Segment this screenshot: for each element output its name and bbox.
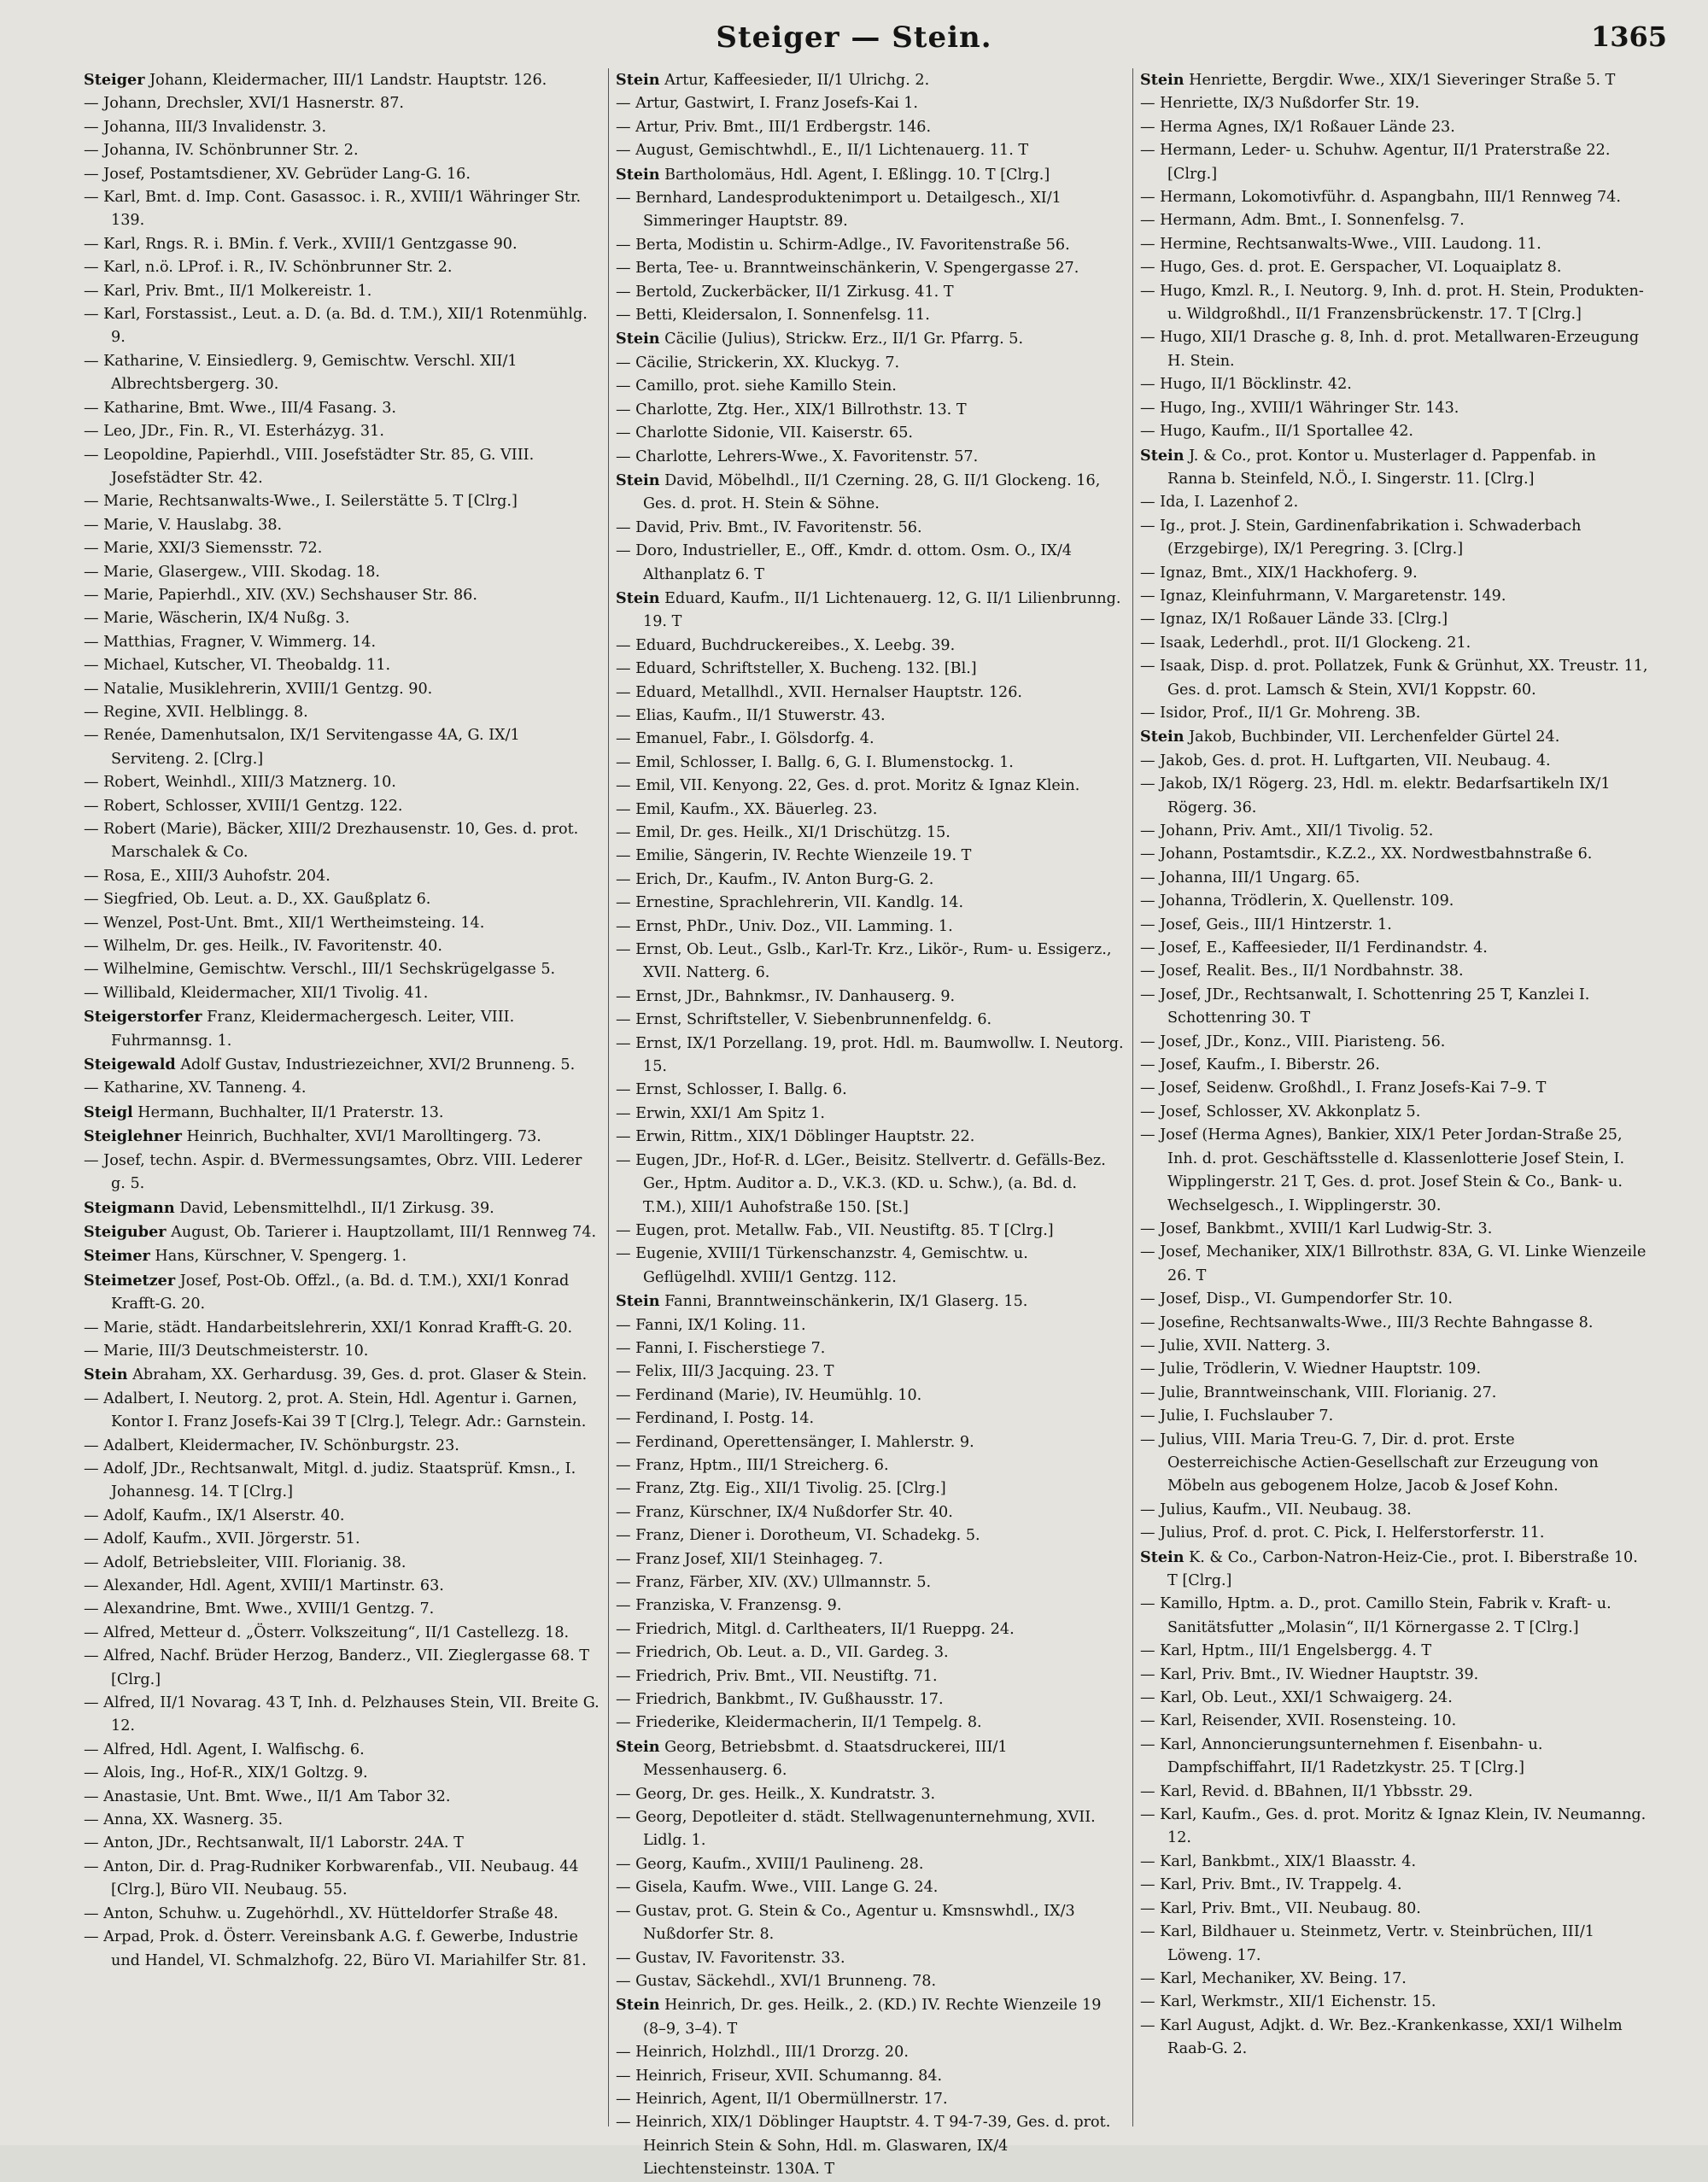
directory-entry: — Johanna, Trödlerin, X. Quellenstr. 109.: [1140, 892, 1454, 910]
directory-entry: — Josef, Bankbmt., XVIII/1 Karl Ludwig-Str. 3.: [1140, 1220, 1493, 1237]
directory-entry: — Karl, Annoncierungsunternehmen f. Eisenbahn- u. Dampfschiffahrt, II/1 Radetzkystr. 25. T [Clrg.]: [1140, 1735, 1543, 1777]
directory-entry: — Hermann, Lokomotivführ. d. Aspangbahn, III/1 Rennweg 74.: [1140, 189, 1621, 207]
directory-entry: — Marie, V. Hauslabg. 38.: [84, 516, 283, 534]
directory-entry: — Marie, städt. Handarbeitslehrerin, XXI/1 Konrad Krafft-G. 20.: [84, 1319, 573, 1337]
column-left: [84, 68, 608, 2126]
directory-entry: Steigl Hermann, Buchhalter, II/1 Praterstr. 13.: [84, 1103, 444, 1121]
directory-entry: — Marie, III/3 Deutschmeisterstr. 10.: [84, 1342, 369, 1360]
directory-entry: — Josef, Schlosser, XV. Akkonplatz 5.: [1140, 1103, 1421, 1120]
directory-entry: — Willibald, Kleidermacher, XII/1 Tivolig. 41.: [84, 984, 429, 1002]
directory-entry: — Charlotte, Ztg. Her., XIX/1 Billrothstr. 13. T: [616, 401, 967, 418]
directory-entry: — Franziska, V. Franzensg. 9.: [616, 1597, 842, 1615]
directory-entry: Stein Eduard, Kaufm., II/1 Lichtenauerg. 12, G. II/1 Lilienbrunng. 19. T: [616, 588, 1121, 631]
directory-entry: — Henriette, IX/3 Nußdorfer Str. 19.: [1140, 95, 1420, 113]
directory-entry: — Johann, Drechsler, XVI/1 Hasnerstr. 87.: [84, 95, 404, 113]
directory-entry: Stein Artur, Kaffeesieder, II/1 Ulrichg. 2.: [616, 71, 930, 89]
directory-entry: — Emanuel, Fabr., I. Gölsdorfg. 4.: [616, 730, 874, 748]
directory-entry: — Alfred, Metteur d. „Österr. Volkszeitung“, II/1 Castellezg. 18.: [84, 1623, 570, 1641]
directory-entry: — Hugo, II/1 Böcklinstr. 42.: [1140, 376, 1352, 394]
directory-entry: — Charlotte, Lehrers-Wwe., X. Favoritenstr. 57.: [616, 448, 979, 465]
directory-entry: — Berta, Tee- u. Branntweinschänkerin, V. Spengergasse 27.: [616, 260, 1079, 278]
directory-entry: — Matthias, Fragner, V. Wimmerg. 14.: [84, 633, 377, 651]
directory-entry: Steigewald Adolf Gustav, Industriezeichner, XVI/2 Brunneng. 5.: [84, 1056, 576, 1074]
directory-entry: — Franz, Ztg. Eig., XII/1 Tivolig. 25. [Clrg.]: [616, 1480, 946, 1498]
directory-entry: — Karl, Priv. Bmt., IV. Wiedner Hauptstr. 39.: [1140, 1665, 1479, 1683]
directory-entry: — David, Priv. Bmt., IV. Favoritenstr. 56.: [616, 518, 922, 536]
directory-entry: — Eugenie, XVIII/1 Türkenschanzstr. 4, Gemischtw. u. Geflügelhdl. XVIII/1 Gentzg. 112.: [616, 1245, 1028, 1286]
directory-entry: — Julie, I. Fuchslauber 7.: [1140, 1407, 1334, 1425]
directory-entry: — Ferdinand, Operettensänger, I. Mahlerstr. 9.: [616, 1433, 974, 1451]
directory-entry: — Karl, Priv. Bmt., IV. Trappelg. 4.: [1140, 1876, 1402, 1894]
directory-entry: — Ignaz, Kleinfuhrmann, V. Margaretenstr. 149.: [1140, 587, 1506, 605]
directory-entry: — Betti, Kleidersalon, I. Sonnenfelsg. 11.: [616, 307, 930, 325]
directory-entry: — Emil, VII. Kenyong. 22, Ges. d. prot. Moritz & Ignaz Klein.: [616, 777, 1080, 795]
directory-entry: — Leopoldine, Papierhdl., VIII. Josefstädter Str. 85, G. VIII. Josefstädter Str. 42.: [84, 446, 535, 487]
columns-container: [84, 68, 1682, 2179]
directory-entry: — Alexander, Hdl. Agent, XVIII/1 Martinstr. 63.: [84, 1577, 444, 1594]
directory-entry: — Emil, Schlosser, I. Ballg. 6, G. I. Blumenstockg. 1.: [616, 753, 1014, 771]
directory-entry: — Julie, Branntweinschank, VIII. Florianig. 27.: [1140, 1383, 1497, 1401]
directory-entry: — Franz, Färber, XIV. (XV.) Ullmannstr. 5.: [616, 1574, 932, 1591]
directory-entry: — Adalbert, Kleidermacher, IV. Schönburgstr. 23.: [84, 1436, 459, 1454]
directory-entry: — Gustav, Säckehdl., XVI/1 Brunneng. 78.: [616, 1972, 937, 1990]
directory-entry: — Fanni, IX/1 Koling. 11.: [616, 1316, 806, 1334]
directory-entry: — Gisela, Kaufm. Wwe., VIII. Lange G. 24.: [616, 1879, 939, 1897]
directory-entry: Stein J. & Co., prot. Kontor u. Musterlager d. Pappenfab. in Ranna b. Steinfeld, N.Ö., I. Singerstr. 11. [Clrg.]: [1140, 446, 1596, 488]
directory-entry: — Franz Josef, XII/1 Steinhageg. 7.: [616, 1550, 884, 1568]
directory-entry: — Julius, VIII. Maria Treu-G. 7, Dir. d. prot. Erste Oesterreichische Actien-Gesellschaft zur Erzeugung von Möbeln aus gebogenem Holze, Jacob & Josef Kohn.: [1140, 1430, 1599, 1495]
directory-entry: — Friedrich, Mitgl. d. Carltheaters, II/1 Rueppg. 24.: [616, 1620, 1015, 1638]
directory-entry: Stein Abraham, XX. Gerhardusg. 39, Ges. d. prot. Glaser & Stein.: [84, 1366, 588, 1384]
directory-entry: — Gustav, prot. G. Stein & Co., Agentur u. Kmsnswhdl., IX/3 Nußdorfer Str. 8.: [616, 1902, 1075, 1944]
directory-entry: Stein Georg, Betriebsbmt. d. Staatsdruckerei, III/1 Messenhauserg. 6.: [616, 1737, 1008, 1780]
directory-entry: — Karl, Bankbmt., XIX/1 Blaasstr. 4.: [1140, 1852, 1417, 1870]
directory-entry: — Alfred, II/1 Novarag. 43 T, Inh. d. Pelzhauses Stein, VII. Breite G. 12.: [84, 1694, 600, 1735]
directory-entry: — Elias, Kaufm., II/1 Stuwerstr. 43.: [616, 706, 886, 724]
directory-entry: — Heinrich, Holzhdl., III/1 Drorzg. 20.: [616, 2044, 909, 2062]
directory-entry: — Josef, JDr., Rechtsanwalt, I. Schottenring 25 T, Kanzlei I. Schottenring 30. T: [1140, 986, 1590, 1027]
directory-entry: — Heinrich, XIX/1 Döblinger Hauptstr. 4. T 94-7-39, Ges. d. prot. Heinrich Stein & Sohn, Hdl. m. Glaswaren, IX/4 Liechtensteinstr. 130A. T: [616, 2114, 1111, 2179]
directory-entry: — Eugen, JDr., Hof-R. d. LGer., Beisitz. Stellvertr. d. Gefälls-Bez. Ger., Hptm. Auditor a. D., V.K.3. (KD. u. Schw.), (a. Bd. d. T.M.), XIII/1 Auhofstraße 150. [St.]: [616, 1151, 1106, 1216]
directory-entry: — Franz, Hptm., III/1 Streicherg. 6.: [616, 1456, 889, 1474]
page-number: 1365: [1590, 20, 1667, 53]
directory-entry: — Friedrich, Ob. Leut. a. D., VII. Gardeg. 3.: [616, 1644, 949, 1662]
directory-entry: — Friedrich, Bankbmt., IV. Gußhausstr. 17.: [616, 1691, 944, 1709]
directory-entry: — Eduard, Buchdruckereibes., X. Leebg. 39.: [616, 636, 956, 654]
directory-entry: — Karl, Bildhauer u. Steinmetz, Vertr. v. Steinbrüchen, III/1 Löweng. 17.: [1140, 1923, 1594, 1964]
directory-entry: — Georg, Depotleiter d. städt. Stellwagenunternehmung, XVII. Lidlg. 1.: [616, 1809, 1096, 1850]
directory-entry: — Herma Agnes, IX/1 Roßauer Lände 23.: [1140, 118, 1455, 136]
directory-entry: — Erwin, XXI/1 Am Spitz 1.: [616, 1104, 825, 1122]
directory-entry: Stein Fanni, Branntweinschänkerin, IX/1 Glaserg. 15.: [616, 1292, 1028, 1311]
directory-entry: Stein Henriette, Bergdir. Wwe., XIX/1 Sieveringer Straße 5. T: [1140, 71, 1616, 89]
directory-entry: — Franz, Diener i. Dorotheum, VI. Schadekg. 5.: [616, 1527, 980, 1545]
directory-entry: Steigerstorfer Franz, Kleidermachergesch. Leiter, VIII. Fuhrmannsg. 1.: [84, 1008, 515, 1050]
directory-entry: — Heinrich, Agent, II/1 Obermüllnerstr. 17.: [616, 2090, 948, 2108]
directory-entry: — Adolf, JDr., Rechtsanwalt, Mitgl. d. judiz. Staatsprüf. Kmsn., I. Johannesg. 14. T [Clrg.]: [84, 1460, 576, 1501]
directory-entry: — Ernst, Schriftsteller, V. Siebenbrunnenfeldg. 6.: [616, 1011, 992, 1029]
directory-entry: — Regine, XVII. Helblingg. 8.: [84, 703, 308, 721]
directory-entry: — Karl, n.ö. LProf. i. R., IV. Schönbrunner Str. 2.: [84, 259, 453, 277]
directory-entry: — Hugo, XII/1 Drasche g. 8, Inh. d. prot. Metallwaren-Erzeugung H. Stein.: [1140, 329, 1640, 370]
directory-entry: — Bertold, Zuckerbäcker, II/1 Zirkusg. 41. T: [616, 283, 954, 301]
directory-entry: — Cäcilie, Strickerin, XX. Kluckyg. 7.: [616, 354, 900, 371]
directory-entry: — Marie, Papierhdl., XIV. (XV.) Sechshauser Str. 86.: [84, 586, 477, 604]
directory-entry: — Karl, Hptm., III/1 Engelsbergg. 4. T: [1140, 1642, 1432, 1660]
running-title: Steiger — Stein.: [716, 20, 992, 55]
directory-entry: — Josef, Realit. Bes., II/1 Nordbahnstr. 38.: [1140, 962, 1464, 980]
directory-entry: — Kamillo, Hptm. a. D., prot. Camillo Stein, Fabrik v. Kraft- u. Sanitätsfutter „Molasin“, II/1 Körnergasse 2. T [Clrg.]: [1140, 1595, 1611, 1636]
directory-entry: — Josef, Postamtsdiener, XV. Gebrüder Lang-G. 16.: [84, 165, 471, 183]
directory-entry: — Ignaz, Bmt., XIX/1 Hackhoferg. 9.: [1140, 564, 1418, 582]
directory-entry: — Robert, Schlosser, XVIII/1 Gentzg. 122.: [84, 797, 403, 815]
directory-entry: — Karl, Reisender, XVII. Rosensteing. 10.: [1140, 1712, 1457, 1730]
column-middle: [608, 68, 1132, 2179]
directory-entry: — Ernestine, Sprachlehrerin, VII. Kandlg. 14.: [616, 894, 964, 912]
directory-entry: — Karl, Revid. d. BBahnen, II/1 Ybbsstr. 29.: [1140, 1782, 1473, 1800]
directory-entry: — Ernst, Ob. Leut., Gslb., Karl-Tr. Krz., Likör-, Rum- u. Essigerz., XVII. Natterg. 6.: [616, 941, 1112, 982]
directory-entry: Stein Bartholomäus, Hdl. Agent, I. Eßlingg. 10. T [Clrg.]: [616, 165, 1050, 184]
directory-entry: Stein Jakob, Buchbinder, VII. Lerchenfelder Gürtel 24.: [1140, 728, 1560, 746]
directory-entry: — Alfred, Nachf. Brüder Herzog, Banderz., VII. Zieglergasse 68. T [Clrg.]: [84, 1647, 590, 1688]
directory-entry: — Alfred, Hdl. Agent, I. Walfischg. 6.: [84, 1740, 365, 1758]
directory-entry: — Johann, Postamtsdir., K.Z.2., XX. Nordwestbahnstraße 6.: [1140, 845, 1593, 863]
directory-entry: — Emilie, Sängerin, IV. Rechte Wienzeile 19. T: [616, 847, 972, 865]
directory-entry: — Siegfried, Ob. Leut. a. D., XX. Gaußplatz 6.: [84, 891, 431, 909]
directory-entry: — Karl, Bmt. d. Imp. Cont. Gasassoc. i. R., XVIII/1 Währinger Str. 139.: [84, 189, 582, 230]
directory-entry: — Anton, Dir. d. Prag-Rudniker Korbwarenfab., VII. Neubaug. 44 [Clrg.], Büro VII. Neubaug. 55.: [84, 1857, 579, 1899]
directory-entry: — Hugo, Kaufm., II/1 Sportallee 42.: [1140, 423, 1413, 441]
directory-entry: — Eduard, Schriftsteller, X. Bucheng. 132. [Bl.]: [616, 660, 977, 678]
directory-entry: — August, Gemischtwhdl., E., II/1 Lichtenauerg. 11. T: [616, 142, 1029, 160]
directory-entry: — Ferdinand (Marie), IV. Heumühlg. 10.: [616, 1386, 922, 1404]
directory-entry: Stein Cäcilie (Julius), Strickw. Erz., II/1 Gr. Pfarrg. 5.: [616, 330, 1024, 348]
directory-entry: — Josef, E., Kaffeesieder, II/1 Ferdinandstr. 4.: [1140, 939, 1488, 957]
directory-entry: — Arpad, Prok. d. Österr. Vereinsbank A.G. f. Gewerbe, Industrie und Handel, VI. Schmalzhofg. 22, Büro VI. Mariahilfer Str. 81.: [84, 1928, 587, 1969]
directory-entry: — Natalie, Musiklehrerin, XVIII/1 Gentzg. 90.: [84, 680, 433, 698]
directory-entry: — Josef, Seidenw. Großhdl., I. Franz Josefs-Kai 7–9. T: [1140, 1079, 1547, 1097]
directory-entry: — Heinrich, Friseur, XVII. Schumanng. 84.: [616, 2067, 943, 2085]
directory-entry: — Josef, Kaufm., I. Biberstr. 26.: [1140, 1056, 1380, 1074]
directory-entry: — Emil, Kaufm., XX. Bäuerleg. 23.: [616, 800, 878, 818]
directory-entry: — Josefine, Rechtsanwalts-Wwe., III/3 Rechte Bahngasse 8.: [1140, 1313, 1594, 1331]
directory-entry: — Josef, Disp., VI. Gumpendorfer Str. 10.: [1140, 1290, 1454, 1308]
directory-entry: — Josef, techn. Aspir. d. BVermessungsamtes, Obrz. VIII. Lederer g. 5.: [84, 1151, 582, 1193]
directory-entry: — Rosa, E., XIII/3 Auhofstr. 204.: [84, 867, 330, 885]
directory-entry: — Katharine, Bmt. Wwe., III/4 Fasang. 3.: [84, 399, 397, 417]
directory-entry: — Leo, JDr., Fin. R., VI. Esterházyg. 31.: [84, 423, 384, 441]
directory-entry: — Josef (Herma Agnes), Bankier, XIX/1 Peter Jordan-Straße 25, Inh. d. prot. Geschäftsstelle d. Klassenlotterie Josef Stein, I. Wipplingerstr. 21 T, Ges. d. prot. Josef Stein & Co., Bank- u. Wechselgesch., I. Wipplingerstr. 30.: [1140, 1126, 1625, 1214]
directory-entry: — Wenzel, Post-Unt. Bmt., XII/1 Wertheimsteing. 14.: [84, 914, 485, 932]
directory-entry: — Ignaz, IX/1 Roßauer Lände 33. [Clrg.]: [1140, 611, 1448, 629]
directory-entry: — Ig., prot. J. Stein, Gardinenfabrikation i. Schwaderbach (Erzgebirge), IX/1 Peregring. 3. [Clrg.]: [1140, 517, 1582, 559]
directory-entry: — Karl, Priv. Bmt., II/1 Molkereistr. 1.: [84, 282, 372, 300]
directory-entry: — Alexandrine, Bmt. Wwe., XVIII/1 Gentzg. 7.: [84, 1600, 435, 1618]
directory-entry: — Erwin, Rittm., XIX/1 Döblinger Hauptstr. 22.: [616, 1128, 975, 1146]
directory-entry: — Renée, Damenhutsalon, IX/1 Servitengasse 4A, G. IX/1 Serviteng. 2. [Clrg.]: [84, 727, 520, 768]
directory-entry: — Ernst, IX/1 Porzellang. 19, prot. Hdl. m. Baumwollw. I. Neutorg. 15.: [616, 1034, 1124, 1076]
directory-entry: — Camillo, prot. siehe Kamillo Stein.: [616, 377, 897, 395]
directory-entry: — Julius, Prof. d. prot. C. Pick, I. Helferstorferstr. 11.: [1140, 1524, 1545, 1542]
directory-entry: — Eugen, prot. Metallw. Fab., VII. Neustiftg. 85. T [Clrg.]: [616, 1221, 1054, 1239]
directory-entry: Steimer Hans, Kürschner, V. Spengerg. 1.: [84, 1247, 407, 1266]
directory-entry: — Anton, JDr., Rechtsanwalt, II/1 Laborstr. 24A. T: [84, 1834, 464, 1852]
directory-entry: — Berta, Modistin u. Schirm-Adlge., IV. Favoritenstraße 56.: [616, 236, 1070, 254]
directory-entry: Stein K. & Co., Carbon-Natron-Heiz-Cie., prot. I. Biberstraße 10. T [Clrg.]: [1140, 1547, 1638, 1589]
directory-entry: — Isaak, Disp. d. prot. Pollatzek, Funk & Grünhut, XX. Treustr. 11, Ges. d. prot. Lamsch & Stein, XVI/1 Koppstr. 60.: [1140, 658, 1648, 699]
directory-entry: — Franz, Kürschner, IX/4 Nußdorfer Str. 40.: [616, 1503, 953, 1521]
directory-entry: — Johanna, IV. Schönbrunner Str. 2.: [84, 142, 359, 160]
directory-entry: — Ida, I. Lazenhof 2.: [1140, 494, 1299, 512]
directory-entry: — Ernst, PhDr., Univ. Doz., VII. Lamming. 1.: [616, 917, 953, 935]
directory-entry: — Marie, Wäscherin, IX/4 Nußg. 3.: [84, 610, 350, 628]
directory-entry: — Friederike, Kleidermacherin, II/1 Tempelg. 8.: [616, 1714, 982, 1732]
directory-entry: — Anna, XX. Wasnerg. 35.: [84, 1811, 284, 1829]
directory-entry: — Artur, Gastwirt, I. Franz Josefs-Kai 1.: [616, 95, 919, 113]
directory-entry: — Jakob, IX/1 Rögerg. 23, Hdl. m. elektr. Bedarfsartikeln IX/1 Rögerg. 36.: [1140, 775, 1611, 816]
directory-entry: — Anastasie, Unt. Bmt. Wwe., II/1 Am Tabor 32.: [84, 1787, 451, 1805]
directory-entry: — Isidor, Prof., II/1 Gr. Mohreng. 3B.: [1140, 704, 1421, 722]
directory-entry: — Gustav, IV. Favoritenstr. 33.: [616, 1949, 845, 1967]
directory-entry: — Adolf, Betriebsleiter, VIII. Florianig. 38.: [84, 1553, 407, 1571]
directory-entry: Steimetzer Josef, Post-Ob. Offzl., (a. Bd. d. T.M.), XXI/1 Konrad Krafft-G. 20.: [84, 1271, 570, 1313]
directory-entry: — Erich, Dr., Kaufm., IV. Anton Burg-G. 2.: [616, 870, 934, 888]
directory-entry: — Johanna, III/3 Invalidenstr. 3.: [84, 118, 327, 136]
directory-entry: — Robert (Marie), Bäcker, XIII/2 Drezhausenstr. 10, Ges. d. prot. Marschalek & Co.: [84, 821, 579, 862]
directory-entry: — Adalbert, I. Neutorg. 2, prot. A. Stein, Hdl. Agentur i. Garnen, Kontor I. Franz Josefs-Kai 39 T [Clrg.], Telegr. Adr.: Garnstein.: [84, 1389, 587, 1431]
directory-entry: — Emil, Dr. ges. Heilk., XI/1 Drischützg. 15.: [616, 824, 951, 841]
directory-entry: — Katharine, XV. Tanneng. 4.: [84, 1079, 307, 1097]
directory-entry: — Ernst, JDr., Bahnkmsr., IV. Danhauserg. 9.: [616, 987, 956, 1005]
directory-entry: Stein Heinrich, Dr. ges. Heilk., 2. (KD.) IV. Rechte Wienzeile 19 (8–9, 3–4). T: [616, 1996, 1102, 2038]
directory-entry: — Georg, Kaufm., XVIII/1 Paulineng. 28.: [616, 1855, 924, 1873]
directory-entry: — Adolf, Kaufm., IX/1 Alserstr. 40.: [84, 1506, 345, 1524]
directory-entry: — Karl, Rngs. R. i. BMin. f. Verk., XVIII/1 Gentzgasse 90.: [84, 235, 518, 253]
directory-entry: — Hugo, Ges. d. prot. E. Gerspacher, VI. Loquaiplatz 8.: [1140, 259, 1562, 277]
directory-entry: — Julius, Kaufm., VII. Neubaug. 38.: [1140, 1500, 1412, 1518]
directory-entry: — Josef, JDr., Konz., VIII. Piaristeng. 56.: [1140, 1033, 1446, 1050]
directory-entry: — Felix, III/3 Jacquing. 23. T: [616, 1363, 834, 1381]
column-right: [1132, 68, 1657, 2126]
directory-entry: — Michael, Kutscher, VI. Theobaldg. 11.: [84, 657, 391, 675]
directory-entry: — Hermann, Adm. Bmt., I. Sonnenfelsg. 7.: [1140, 212, 1465, 230]
directory-entry: — Fanni, I. Fischerstiege 7.: [616, 1339, 826, 1357]
directory-entry: — Alois, Ing., Hof-R., XIX/1 Goltzg. 9.: [84, 1764, 368, 1782]
directory-entry: — Marie, Rechtsanwalts-Wwe., I. Seilerstätte 5. T [Clrg.]: [84, 493, 518, 511]
directory-entry: — Charlotte Sidonie, VII. Kaiserstr. 65.: [616, 424, 913, 442]
directory-entry: — Doro, Industrieller, E., Off., Kmdr. d. ottom. Osm. O., IX/4 Althanplatz 6. T: [616, 542, 1072, 583]
directory-entry: — Johann, Priv. Amt., XII/1 Tivolig. 52.: [1140, 822, 1434, 839]
directory-entry: Steigmann David, Lebensmittelhdl., II/1 Zirkusg. 39.: [84, 1198, 494, 1217]
directory-entry: — Hugo, Kmzl. R., I. Neutorg. 9, Inh. d. prot. H. Stein, Produkten- u. Wildgroßhdl., II/1 Franzensbrückenstr. 17. T [Clrg.]: [1140, 282, 1644, 324]
directory-entry: — Ferdinand, I. Postg. 14.: [616, 1410, 815, 1428]
directory-entry: — Bernhard, Landesproduktenimport u. Detailgesch., XI/1 Simmeringer Hauptstr. 89.: [616, 190, 1062, 231]
directory-entry: — Robert, Weinhdl., XIII/3 Matznerg. 10.: [84, 774, 396, 792]
directory-entry: Steiglehner Heinrich, Buchhalter, XVI/1 Marolltingerg. 73.: [84, 1127, 541, 1146]
directory-entry: — Karl, Priv. Bmt., VII. Neubaug. 80.: [1140, 1899, 1421, 1917]
directory-entry: — Karl August, Adjkt. d. Wr. Bez.-Krankenkasse, XXI/1 Wilhelm Raab-G. 2.: [1140, 2016, 1623, 2058]
directory-entry: — Eduard, Metallhdl., XVII. Hernalser Hauptstr. 126.: [616, 683, 1023, 701]
directory-entry: Steiguber August, Ob. Tarierer i. Hauptzollamt, III/1 Rennweg 74.: [84, 1222, 597, 1241]
directory-entry: — Ernst, Schlosser, I. Ballg. 6.: [616, 1081, 847, 1099]
directory-entry: — Adolf, Kaufm., XVII. Jörgerstr. 51.: [84, 1530, 360, 1548]
directory-entry: — Marie, XXI/3 Siemensstr. 72.: [84, 540, 323, 558]
page-header: [0, 12, 1708, 63]
directory-entry: — Wilhelmine, Gemischtw. Verschl., III/1 Sechskrügelgasse 5.: [84, 961, 556, 979]
directory-entry: — Jakob, Ges. d. prot. H. Luftgarten, VII. Neubaug. 4.: [1140, 752, 1551, 769]
directory-entry: — Hermann, Leder- u. Schuhw. Agentur, II/1 Praterstraße 22. [Clrg.]: [1140, 142, 1611, 183]
directory-entry: — Julie, Trödlerin, V. Wiedner Hauptstr. 109.: [1140, 1360, 1482, 1378]
directory-entry: — Johanna, III/1 Ungarg. 65.: [1140, 869, 1360, 886]
directory-entry: — Katharine, V. Einsiedlerg. 9, Gemischtw. Verschl. XII/1 Albrechtsbergerg. 30.: [84, 352, 518, 394]
directory-entry: — Karl, Ob. Leut., XXI/1 Schwaigerg. 24.: [1140, 1689, 1453, 1707]
directory-entry: — Hermine, Rechtsanwalts-Wwe., VIII. Laudong. 11.: [1140, 235, 1541, 253]
directory-entry: — Marie, Glasergew., VIII. Skodag. 18.: [84, 563, 380, 581]
directory-entry: — Karl, Mechaniker, XV. Being. 17.: [1140, 1969, 1407, 1987]
directory-entry: — Artur, Priv. Bmt., III/1 Erdbergstr. 146.: [616, 118, 932, 136]
directory-entry: — Georg, Dr. ges. Heilk., X. Kundratstr. 3.: [616, 1785, 936, 1803]
directory-entry: — Julie, XVII. Natterg. 3.: [1140, 1337, 1331, 1354]
directory-entry: — Friedrich, Priv. Bmt., VII. Neustiftg. 71.: [616, 1667, 938, 1685]
directory-entry: — Josef, Mechaniker, XIX/1 Billrothstr. 83A, G. VI. Linke Wienzeile 26. T: [1140, 1243, 1647, 1284]
directory-entry: Steiger Johann, Kleidermacher, III/1 Landstr. Hauptstr. 126.: [84, 71, 547, 89]
directory-entry: — Karl, Kaufm., Ges. d. prot. Moritz & Ignaz Klein, IV. Neumanng. 12.: [1140, 1806, 1647, 1847]
directory-entry: — Karl, Werkmstr., XII/1 Eichenstr. 15.: [1140, 1993, 1436, 2011]
directory-entry: — Karl, Forstassist., Leut. a. D. (a. Bd. d. T.M.), XII/1 Rotenmühlg. 9.: [84, 306, 588, 347]
directory-entry: — Josef, Geis., III/1 Hintzerstr. 1.: [1140, 916, 1392, 933]
directory-entry: — Wilhelm, Dr. ges. Heilk., IV. Favoritenstr. 40.: [84, 938, 442, 956]
directory-entry: Stein David, Möbelhdl., II/1 Czerning. 28, G. II/1 Glockeng. 16, Ges. d. prot. H. Stein & Söhne.: [616, 471, 1101, 513]
directory-entry: — Anton, Schuhw. u. Zugehörhdl., XV. Hütteldorfer Straße 48.: [84, 1904, 559, 1922]
directory-entry: — Hugo, Ing., XVIII/1 Währinger Str. 143.: [1140, 399, 1459, 417]
directory-entry: — Isaak, Lederhdl., prot. II/1 Glockeng. 21.: [1140, 634, 1471, 652]
